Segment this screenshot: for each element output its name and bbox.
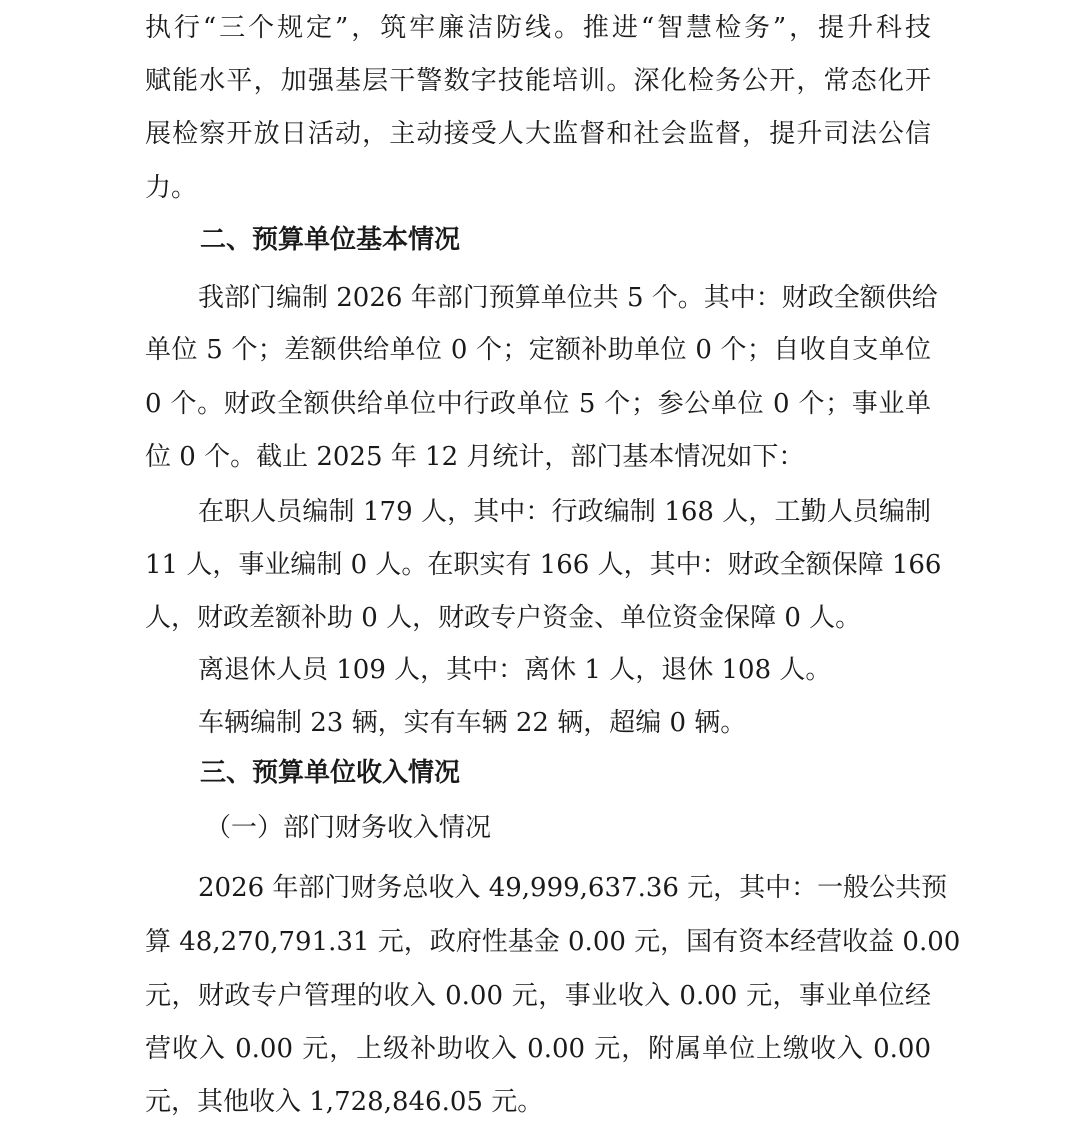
text-line: 元，其他收入 1,728,846.05 元。: [145, 1087, 544, 1117]
text-line: 离退休人员 109 人，其中：离休 1 人，退休 108 人。: [198, 655, 832, 685]
text-line: 算 48,270,791.31 元，政府性基金 0.00 元，国有资本经营收益 0.00: [145, 927, 961, 957]
text-line: 2026 年部门财务总收入 49,999,637.36 元，其中：一般公共预: [198, 873, 948, 903]
text-line: 位 0 个。截止 2025 年 12 月统计，部门基本情况如下：: [145, 442, 805, 472]
subsection-heading: （一）部门财务收入情况: [205, 813, 492, 843]
text-line: 人，财政差额补助 0 人，财政专户资金、单位资金保障 0 人。: [145, 603, 862, 633]
text-line: 在职人员编制 179 人，其中：行政编制 168 人，工勤人员编制: [198, 497, 931, 527]
text-line: 力。: [145, 173, 198, 203]
text-line: 我部门编制 2026 年部门预算单位共 5 个。其中：财政全额供给: [198, 283, 938, 313]
text-line: 营收入 0.00 元，上级补助收入 0.00 元，附属单位上缴收入 0.00: [145, 1034, 931, 1064]
text-line: 赋能水平，加强基层干警数字技能培训。深化检务公开，常态化开: [145, 66, 931, 96]
text-line: 车辆编制 23 辆，实有车辆 22 辆，超编 0 辆。: [198, 708, 747, 738]
text-line: 0 个。财政全额供给单位中行政单位 5 个；参公单位 0 个；事业单: [145, 389, 931, 419]
text-line: 11 人，事业编制 0 人。在职实有 166 人，其中：财政全额保障 166: [145, 550, 942, 580]
section-heading: 三、预算单位收入情况: [200, 758, 461, 788]
section-heading: 二、预算单位基本情况: [200, 225, 461, 255]
text-line: 单位 5 个；差额供给单位 0 个；定额补助单位 0 个；自收自支单位: [145, 335, 931, 365]
text-line: 执行“三个规定”，筑牢廉洁防线。推进“智慧检务”，提升科技: [145, 13, 931, 43]
text-line: 元，财政专户管理的收入 0.00 元，事业收入 0.00 元，事业单位经: [145, 981, 931, 1011]
text-line: 展检察开放日活动，主动接受人大监督和社会监督，提升司法公信: [145, 119, 931, 149]
